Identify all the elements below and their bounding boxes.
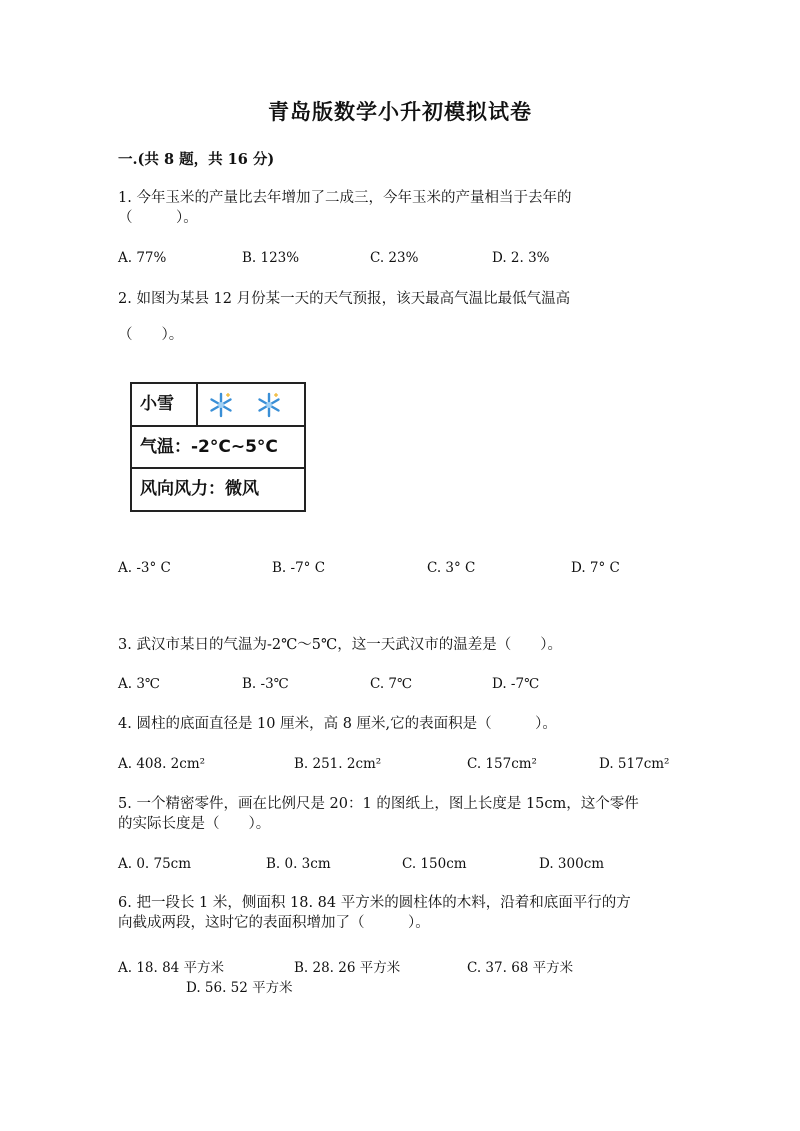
weather-wind: 风向风力：微风 bbox=[140, 479, 259, 499]
question-2-stem: 2. 如图为某县 12 月份某一天的天气预报，该天最高气温比最低气温高 bbox=[118, 291, 571, 307]
question-5-option-b[interactable]: B. 0. 3cm bbox=[266, 856, 331, 872]
question-6-stem: 6. 把一段长 1 米，侧面积 18. 84 平方米的圆柱体的木料，沿着和底面平行的方 bbox=[118, 895, 631, 911]
question-2-option-a[interactable]: A. -3° C bbox=[118, 560, 171, 576]
question-4-option-c[interactable]: C. 157cm² bbox=[467, 756, 537, 772]
question-2-option-d[interactable]: D. 7° C bbox=[571, 560, 620, 576]
question-1-stem-cont: （ ）。 bbox=[118, 210, 198, 226]
section-heading: 一.(共 8 题，共 16 分) bbox=[118, 151, 275, 168]
question-4-option-b[interactable]: B. 251. 2cm² bbox=[294, 756, 382, 772]
question-1-option-d[interactable]: D. 2. 3% bbox=[492, 250, 550, 266]
question-3-option-d[interactable]: D. -7℃ bbox=[492, 676, 540, 692]
question-3-option-a[interactable]: A. 3℃ bbox=[118, 676, 161, 692]
question-6-option-d[interactable]: D. 56. 52 平方米 bbox=[186, 980, 293, 996]
question-1-option-c[interactable]: C. 23% bbox=[370, 250, 419, 266]
weather-forecast-card bbox=[130, 382, 306, 512]
question-6-stem-cont: 向截成两段，这时它的表面积增加了（ ）。 bbox=[118, 915, 430, 931]
question-2-option-b[interactable]: B. -7° C bbox=[272, 560, 326, 576]
question-3-stem: 3. 武汉市某日的气温为-2℃～5℃，这一天武汉市的温差是（ ）。 bbox=[118, 637, 562, 653]
weather-row-condition bbox=[132, 384, 304, 427]
snowflake-icon bbox=[256, 392, 282, 418]
question-3-option-c[interactable]: C. 7℃ bbox=[370, 676, 413, 692]
question-2-stem-cont: （ ）。 bbox=[118, 327, 184, 343]
question-1-stem: 1. 今年玉米的产量比去年增加了二成三，今年玉米的产量相当于去年的 bbox=[118, 190, 572, 206]
page-title: 青岛版数学小升初模拟试卷 bbox=[268, 99, 532, 124]
weather-row-wind bbox=[132, 469, 304, 510]
question-5-stem: 5. 一个精密零件，画在比例尺是 20：1 的图纸上，图上长度是 15cm，这个零件 bbox=[118, 796, 639, 812]
question-4-option-a[interactable]: A. 408. 2cm² bbox=[118, 756, 206, 772]
question-5-option-c[interactable]: C. 150cm bbox=[402, 856, 467, 872]
question-4-option-d[interactable]: D. 517cm² bbox=[599, 756, 670, 772]
question-5-option-a[interactable]: A. 0. 75cm bbox=[118, 856, 192, 872]
question-6-option-c[interactable]: C. 37. 68 平方米 bbox=[467, 960, 574, 976]
question-2-option-c[interactable]: C. 3° C bbox=[427, 560, 476, 576]
question-6-option-a[interactable]: A. 18. 84 平方米 bbox=[118, 960, 225, 976]
question-5-stem-cont: 的实际长度是（ ）。 bbox=[118, 816, 271, 832]
question-3-option-b[interactable]: B. -3℃ bbox=[242, 676, 289, 692]
question-6-option-b[interactable]: B. 28. 26 平方米 bbox=[294, 960, 401, 976]
snowflake-icon bbox=[208, 392, 234, 418]
question-1-option-b[interactable]: B. 123% bbox=[242, 250, 300, 266]
weather-condition: 小雪 bbox=[132, 384, 198, 425]
weather-row-temperature bbox=[132, 427, 304, 469]
question-4-stem: 4. 圆柱的底面直径是 10 厘米，高 8 厘米,它的表面积是（ ）。 bbox=[118, 716, 557, 732]
weather-temperature: 气温：-2°C~5°C bbox=[140, 437, 278, 457]
question-5-option-d[interactable]: D. 300cm bbox=[539, 856, 605, 872]
question-1-option-a[interactable]: A. 77% bbox=[118, 250, 167, 266]
